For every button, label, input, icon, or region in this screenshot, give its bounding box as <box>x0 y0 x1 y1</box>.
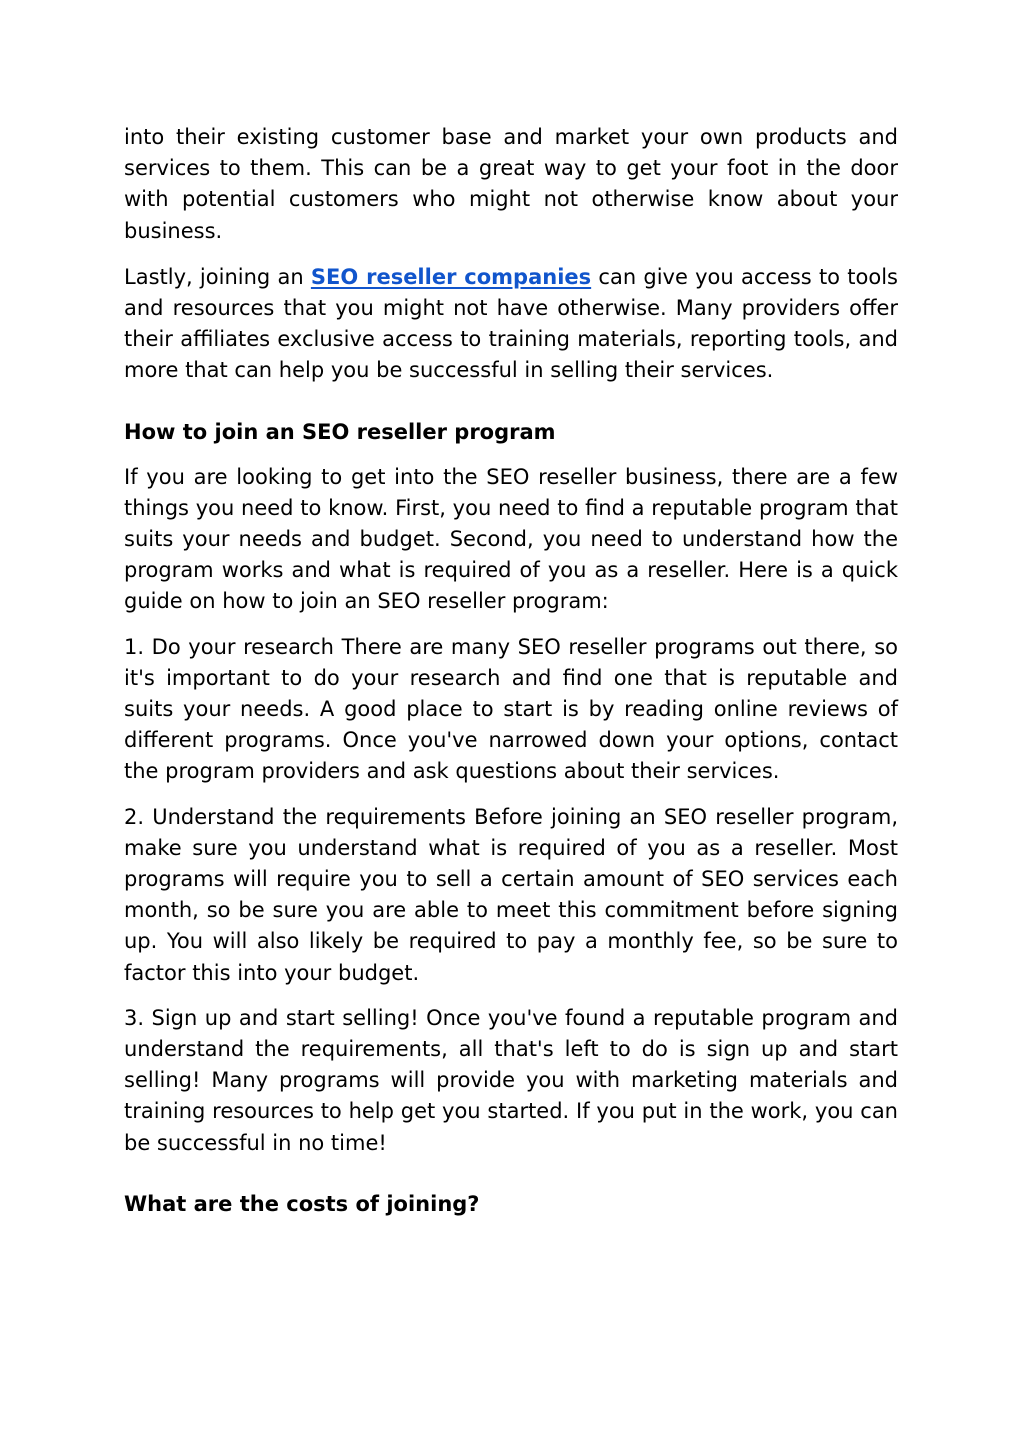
document-page <box>124 122 898 1220</box>
seo-reseller-companies-link[interactable]: SEO reseller companies <box>310 264 592 289</box>
paragraph-intro-continued: into their existing customer base and market your own products and services to them. This can be a great way to get your foot in the door with potential customers who might not otherwise know about your business. <box>124 125 898 243</box>
step-2-paragraph: 2. Understand the requirements Before joining an SEO reseller program, make sure you understand what is required of you as a reseller. Most programs will require you to sell a certain amount of SEO services each month, so be sure you are able to meet this commitment before signing up. You will also likely be required to pay a monthly fee, so be sure to factor this into your budget. <box>124 804 898 985</box>
paragraph-join-intro: If you are looking to get into the SEO reseller business, there are a few things you need to know. First, you need to find a reputable program that suits your needs and budget. Second, you need to understand how the program works and what is required of you as a reseller. Here is a quick guide on how to join an SEO reseller program: <box>124 464 898 614</box>
paragraph-lastly-text-after: can give you access to tools and resources that you might not have otherwise. Many providers offer their affiliates exclusive access to training materials, reporting tools, and more that can help you be successful in selling their services. <box>124 264 898 383</box>
step-1-paragraph: 1. Do your research There are many SEO reseller programs out there, so it's important to do your research and find one that is reputable and suits your needs. A good place to start is by reading online reviews of different programs. Once you've narrowed down your options, contact the program providers and ask questions about their services. <box>124 634 898 784</box>
step-3-paragraph: 3. Sign up and start selling! Once you've found a reputable program and understand the requirements, all that's left to do is sign up and start selling! Many programs will provide you with marketing materials and training resources to help get you started. If you put in the work, you can be successful in no time! <box>124 1005 898 1155</box>
paragraph-lastly-text-before: Lastly, joining an <box>124 264 311 289</box>
paragraph-lastly <box>124 262 898 387</box>
heading-costs-of-joining: What are the costs of joining? <box>124 1191 480 1216</box>
heading-how-to-join: How to join an SEO reseller program <box>124 419 556 444</box>
